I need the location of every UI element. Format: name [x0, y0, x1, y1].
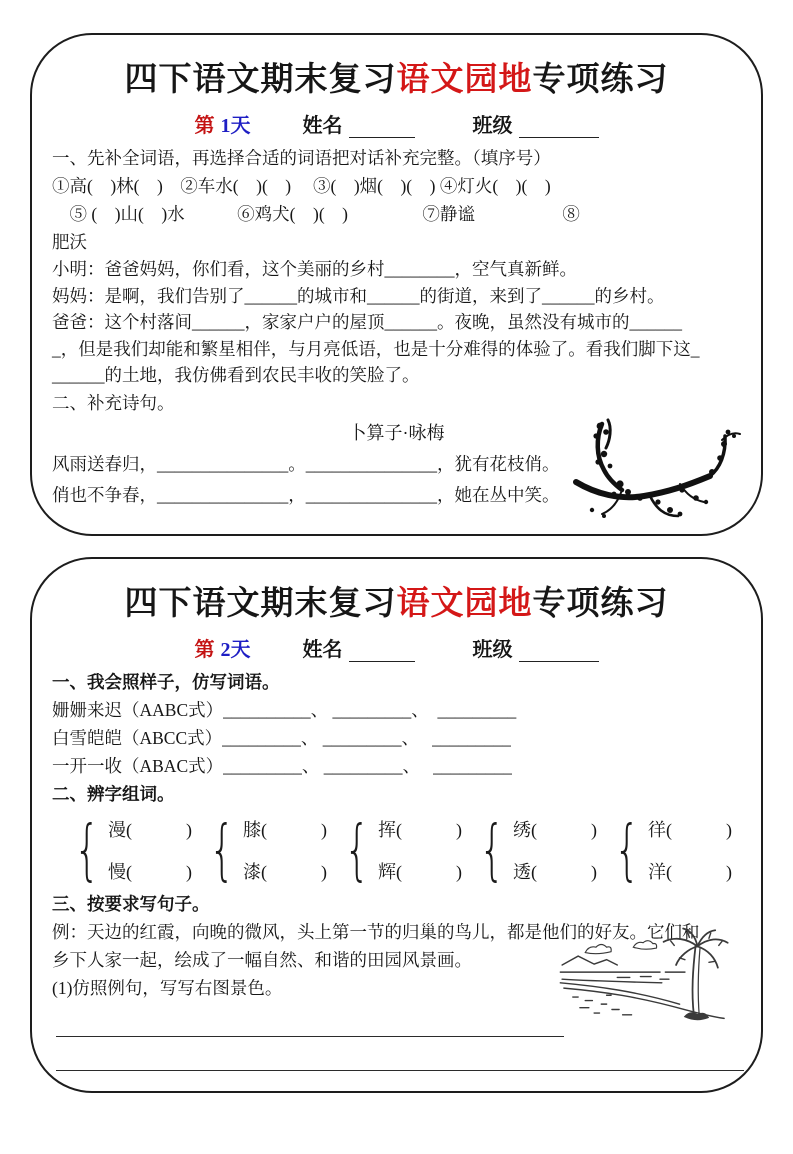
dialog-line-mama: 妈妈：是啊，我们告别了______的城市和______的街道，来到了______的乡村。 — [52, 285, 665, 306]
name-label: 姓名 — [302, 639, 343, 661]
char-bottom: 辉 — [378, 862, 396, 882]
q1-word-options-line2: ⑤ ( )山( )水 ⑥鸡犬( )( ) ⑦静谧 ⑧ — [52, 204, 580, 224]
char-bottom: 透 — [513, 862, 531, 882]
title-highlight: 语文园地 — [396, 586, 533, 622]
answer-paren[interactable]: ( ) — [396, 862, 462, 882]
title-right: 专项练习 — [532, 62, 669, 98]
class-input-blank[interactable] — [519, 642, 599, 662]
char-top: 膝 — [243, 820, 261, 840]
answer-paren[interactable]: ( ) — [666, 820, 732, 840]
char-top: 绣 — [513, 820, 531, 840]
brace-icon: { — [613, 810, 641, 888]
name-input-blank[interactable] — [349, 118, 415, 138]
day-number: 1天 — [220, 115, 251, 137]
answer-paren[interactable]: ( ) — [126, 820, 192, 840]
char-pair-group-4 — [471, 810, 606, 888]
q1-word-options-line1: ①高( )林( ) ②车水( )( ) ③( )烟( )( ) ④灯火( )( ) — [52, 176, 551, 196]
char-top: 徉 — [648, 820, 666, 840]
q3-heading: 三、按要求写句子。 — [52, 894, 210, 914]
answer-line-1[interactable] — [56, 1036, 564, 1037]
word-imitation-row-aabc: 姗姗来迟（AABC式）__________、 _________、 _________ — [52, 700, 517, 720]
poem-line-2: 俏也不争春，_______________，_______________，她在丛中笑。 — [52, 484, 560, 505]
worksheet-card-day2 — [30, 557, 763, 1093]
char-bottom: 漆 — [243, 862, 261, 882]
plum-blossom-illustration — [562, 410, 747, 528]
name-label: 姓名 — [302, 115, 343, 137]
brace-icon: { — [343, 810, 371, 888]
char-bottom: 洋 — [648, 862, 666, 882]
answer-paren[interactable]: ( ) — [126, 862, 192, 882]
day-header-2 — [52, 633, 741, 662]
page-title — [52, 53, 741, 100]
answer-paren[interactable]: ( ) — [261, 820, 327, 840]
class-label: 班级 — [472, 639, 513, 661]
brace-icon: { — [478, 810, 506, 888]
brace-icon: { — [73, 810, 101, 888]
worksheet-card-day1 — [30, 33, 763, 536]
q3-sub-question: (1)仿照例句，写写右图景色。 — [52, 978, 283, 998]
dialog-line-baba-3: ______的土地，我仿佛看到农民丰收的笑脸了。 — [52, 365, 420, 386]
class-label: 班级 — [472, 115, 513, 137]
char-bottom: 慢 — [108, 862, 126, 882]
answer-paren[interactable]: ( ) — [666, 862, 732, 882]
title-left: 四下语文期末复习 — [124, 586, 397, 622]
day-prefix: 第 — [194, 115, 215, 137]
dialog-line-baba: 爸爸：这个村落间______，家家户户的屋顶______。夜晚，虽然没有城市的______ — [52, 312, 682, 333]
dialog-line-xiaoming: 小明：爸爸妈妈，你们看，这个美丽的乡村________，空气真新鲜。 — [52, 259, 577, 279]
word-imitation-row-abac: 一开一收（ABAC式）_________、 _________、 _________ — [52, 756, 512, 776]
char-top: 漫 — [108, 820, 126, 840]
answer-line-2[interactable] — [56, 1070, 744, 1071]
title-left: 四下语文期末复习 — [124, 62, 397, 98]
title-right: 专项练习 — [532, 586, 669, 622]
class-input-blank[interactable] — [519, 118, 599, 138]
poem-title: 卜算子·咏梅 — [348, 422, 445, 443]
char-pair-group-3 — [336, 810, 471, 888]
title-highlight: 语文园地 — [396, 62, 533, 98]
q1-heading: 一、我会照样子，仿写词语。 — [52, 672, 280, 692]
answer-paren[interactable]: ( ) — [396, 820, 462, 840]
day-prefix: 第 — [194, 639, 215, 661]
answer-paren[interactable]: ( ) — [531, 820, 597, 840]
q1-heading: 一、先补全词语，再选择合适的词语把对话补充完整。（填序号） — [52, 148, 551, 168]
word-imitation-row-abcc: 白雪皑皑（ABCC式）_________、 _________、 _________ — [52, 728, 511, 748]
char-pair-group-2 — [201, 810, 336, 888]
char-pair-group-5 — [606, 810, 741, 888]
answer-paren[interactable]: ( ) — [531, 862, 597, 882]
brace-icon: { — [208, 810, 236, 888]
q1-word-options-line3: 肥沃 — [52, 232, 87, 252]
q3-example-line1: 例：天边的红霞，向晚的微风，头上第一节的归巢的鸟儿，都是他们的好友。它们和 — [52, 922, 700, 942]
q2-heading: 二、辨字组词。 — [52, 784, 175, 804]
character-discrimination-row — [66, 810, 741, 888]
beach-palm-illustration — [555, 921, 733, 1033]
char-pair-group-1 — [66, 810, 201, 888]
page-title-2 — [52, 577, 741, 624]
dialog-line-baba-2: _，但是我们却能和繁星相伴，与月亮低语，也是十分难得的体验了。看我们脚下这_ — [52, 338, 700, 359]
day-header — [52, 109, 741, 138]
poem-line-1: 风雨送春归，_______________。_______________，犹有花枝俏。 — [52, 453, 560, 474]
q2-heading: 二、补充诗句。 — [52, 392, 175, 413]
day-number: 2天 — [220, 639, 251, 661]
char-top: 挥 — [378, 820, 396, 840]
answer-paren[interactable]: ( ) — [261, 862, 327, 882]
name-input-blank[interactable] — [349, 642, 415, 662]
q3-example-line2: 乡下人家一起，绘成了一幅自然、和谐的田园风景画。 — [52, 950, 472, 970]
